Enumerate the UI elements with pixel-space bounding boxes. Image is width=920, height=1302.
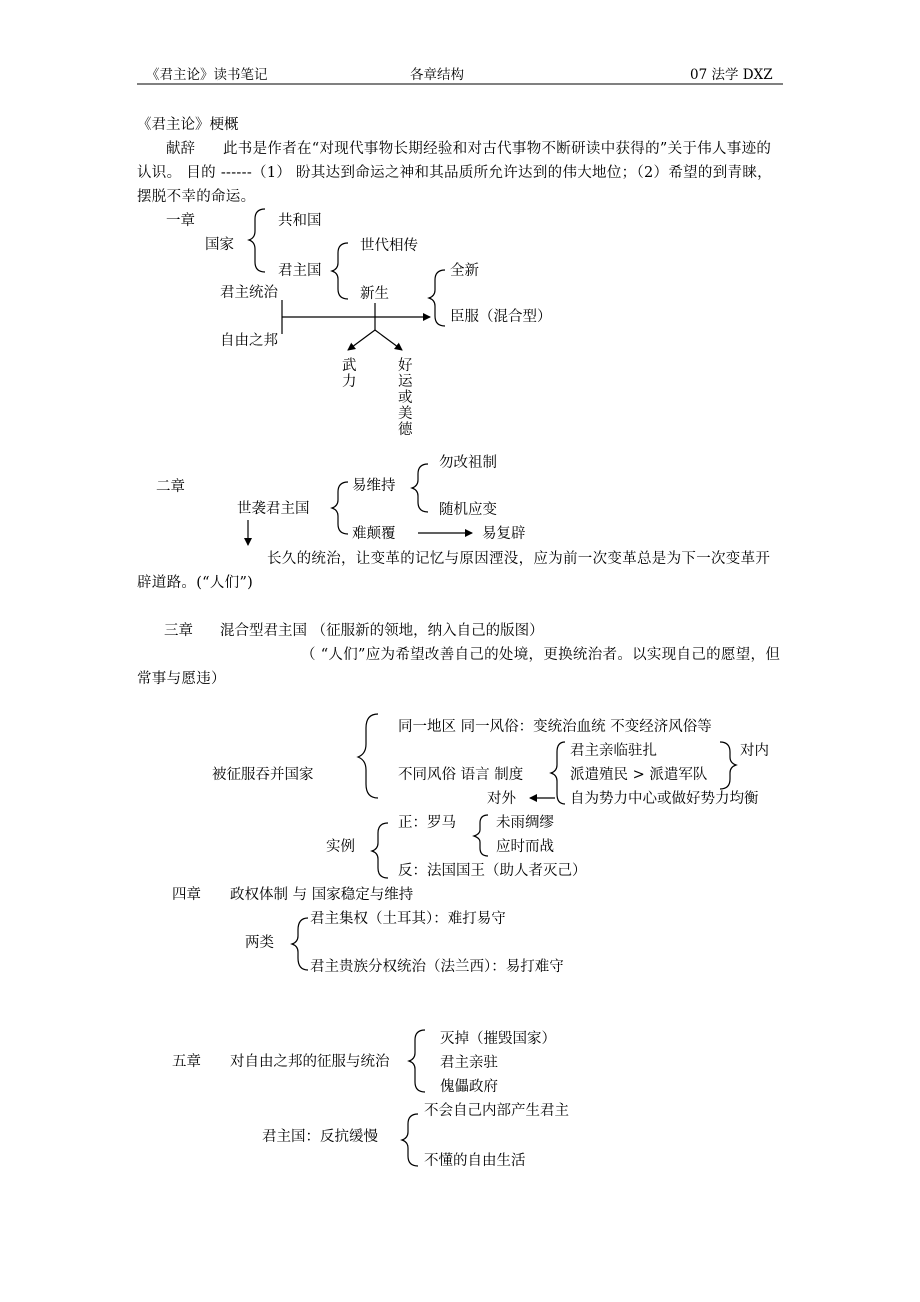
brace-two-types [292, 918, 308, 970]
header-right: 07 法学 DXZ [690, 67, 773, 83]
ch2-easy-restore: 易复辟 [482, 526, 526, 542]
ch3-different: 不同风俗 语言 制度 [398, 767, 524, 783]
force-arrow [348, 330, 375, 350]
ch5-principality: 君主国：反抗缓慢 [262, 1129, 378, 1145]
ch1-fortune: 好运或美德 [398, 358, 413, 438]
ch2-no-change: 勿改祖制 [439, 455, 497, 471]
ch1-free-state: 自由之邦 [220, 333, 278, 349]
ch3-internal: 对内 [740, 743, 769, 759]
brace-principality [332, 243, 348, 299]
ch5-reason-2: 不懂的自由生活 [424, 1153, 526, 1169]
ch1-force: 武力 [342, 358, 357, 390]
ch3-label: 三章 [164, 623, 193, 639]
ch4-title: 政权体制 与 国家稳定与维持 [230, 887, 414, 903]
ch3-positive-1: 未雨绸缪 [496, 815, 554, 831]
ch4-label: 四章 [172, 887, 201, 903]
ch2-easy-keep: 易维持 [352, 478, 396, 494]
ch1-hereditary: 世代相传 [360, 238, 418, 254]
ch1-rule-by-prince: 君主统治 [220, 285, 278, 301]
ch3-same: 同一地区 同一风俗：变统治血统 不变经济风俗等 [398, 719, 712, 735]
ch5-label: 五章 [172, 1054, 201, 1070]
fortune-arrow [375, 330, 402, 350]
ch2-note [137, 547, 783, 595]
brace-conquered [358, 714, 378, 798]
ch1-new: 新生 [360, 286, 389, 302]
ch3-positive: 正：罗马 [398, 815, 456, 831]
ch3-method-3: 自为势力中心或做好势力均衡 [570, 791, 759, 807]
ch3-negative: 反：法国国王（助人者灭己） [398, 863, 587, 879]
ch2-hard-overthrow: 难颠覆 [352, 526, 396, 542]
brace-hereditary [332, 482, 348, 534]
ch3-conquered: 被征服吞并国家 [212, 767, 314, 783]
ch1-brand-new: 全新 [450, 263, 479, 279]
brace-new [429, 270, 445, 326]
ch1-principality: 君主国 [278, 263, 322, 279]
ch5-option-3: 傀儡政府 [440, 1079, 498, 1095]
ch4-type-2: 君主贵族分权统治（法兰西）：易打难守 [310, 959, 564, 975]
brace-examples [372, 823, 388, 878]
brace-rome [474, 815, 488, 856]
ch3-title: 混合型君主国 （征服新的领地，纳入自己的版图） [220, 623, 544, 639]
ch1-label: 一章 [166, 213, 195, 229]
brace-internal-right [720, 742, 736, 789]
brace-free-state [409, 1030, 425, 1092]
dedication-text [137, 137, 783, 209]
page-title: 《君主论》梗概 [137, 117, 239, 133]
dedication-label: 献辞 [166, 141, 195, 157]
ch4-two-types: 两类 [245, 935, 274, 951]
brace-state [249, 209, 265, 272]
ch3-examples: 实例 [326, 839, 355, 855]
ch5-reason-1: 不会自己内部产生君主 [424, 1103, 569, 1119]
ch1-mixed: 臣服（混合型） [450, 309, 552, 325]
header-center: 各章结构 [410, 67, 464, 83]
ch1-republic: 共和国 [278, 213, 322, 229]
brace-principality-5 [402, 1114, 418, 1166]
brace-methods-left [551, 742, 565, 804]
ch5-option-1: 灭掉（摧毁国家） [440, 1031, 556, 1047]
ch3-note [137, 643, 783, 691]
ch2-label: 二章 [156, 479, 185, 495]
brace-easy-keep [412, 464, 428, 512]
ch3-method-2: 派遣殖民 > 派遣军队 [570, 767, 708, 783]
ch2-note-text: 长久的统治，让变革的记忆与原因湮没，应为前一次变革总是为下一次变革开辟道路。(“人们”) [137, 551, 771, 591]
ch4-type-1: 君主集权（土耳其）：难打易守 [310, 911, 506, 927]
ch5-title: 对自由之邦的征服与统治 [230, 1054, 390, 1070]
ch1-state: 国家 [205, 237, 234, 253]
header-left: 《君主论》读书笔记 [146, 67, 268, 83]
ch2-hereditary: 世袭君主国 [237, 501, 310, 517]
ch3-positive-2: 应时而战 [496, 839, 554, 855]
ch3-note-text: （ “人们”应为希望改善自己的处境，更换统治者。以实现自己的愿望，但常事与愿违） [137, 647, 781, 687]
ch5-option-2: 君主亲驻 [440, 1055, 498, 1071]
dedication-body: 此书是作者在“对现代事物长期经验和对古代事物不断研读中获得的”关于伟人事迹的认识。 目的 ------（1） 盼其达到命运之神和其品质所允许达到的伟大地位；（2）希望的到青睐，摆脱不幸的命运。 [137, 141, 772, 205]
ch2-adapt: 随机应变 [439, 502, 497, 518]
ch3-external: 对外 [487, 791, 516, 807]
ch3-method-1: 君主亲临驻扎 [570, 743, 657, 759]
